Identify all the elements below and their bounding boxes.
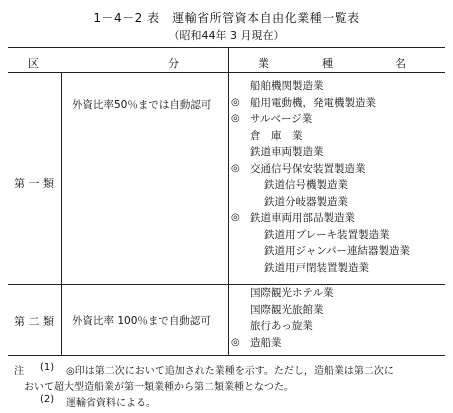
header-bun: 分 [168,57,179,70]
category-description: 外資比率 100％まで自動認可 [72,315,211,327]
industry-item: 鉄道信号機製造業 [264,179,348,191]
note-1-line-1: ◎印は第二次において追加された業種を示す。ただし，造船業は第二次に [66,366,394,377]
category-label: 第 二 類 [14,315,54,328]
header-kubun: 区 [28,57,39,70]
category-description: 外資比率50％までは自動認可 [72,99,212,111]
industry-item: サルベージ業 [250,113,313,125]
industry-item: 鉄道用戸閉装置製造業 [264,261,369,274]
added-mark-icon: ◎ [231,336,240,348]
row-divider [8,284,445,285]
note-1-line-2: おいて超大型造船業が第一類業種から第二類業種となつた。 [24,382,294,393]
note-1-number: (1) [40,362,55,373]
added-mark-icon: ◎ [231,96,240,108]
header-mei: 名 [395,57,406,70]
industry-item: 国際観光ホテル業 [250,287,334,299]
note-2-text: 運輸省資料による。 [66,398,156,409]
industry-item: 交通信号保安装置製造業 [250,162,366,175]
added-mark-icon: ◎ [231,212,240,223]
industry-item: 鉄道車両用部品製造業 [250,212,355,224]
column-divider-1 [61,72,62,355]
industry-item: 鉄道用ブレーキ装置製造業 [264,228,390,241]
header-gyo: 業 [258,57,269,70]
added-mark-icon: ◎ [231,113,240,124]
industry-item: 鉄道用ジャンパー連結器製造業 [264,245,411,257]
industry-item: 船用電動機，発電機製造業 [250,96,376,109]
added-mark-icon: ◎ [231,162,240,174]
header-shu: 種 [322,57,333,70]
industry-item: 倉 庫 業 [250,129,303,142]
table-title: 1－4－2 表 運輸省所管資本自由化業種一覧表 [93,11,360,25]
table-subtitle: （昭和44年 3 月現在） [168,29,285,42]
category-label: 第 一 類 [14,177,54,190]
industry-item: 鉄道車両製造業 [250,146,324,158]
industry-item: 旅行あっ旋業 [250,320,313,332]
header-bottom-border [8,72,445,73]
industry-item: 鉄道分岐器製造業 [264,195,348,208]
table-top-border [8,47,445,48]
table-bottom-border [8,355,445,356]
notes-label: 注 [14,366,24,377]
column-divider-2 [228,47,229,355]
industry-item: 造船業 [250,336,282,349]
industry-item: 国際観光旅館業 [250,303,324,316]
note-2-number: (2) [40,394,55,405]
industry-item: 船舶機関製造業 [250,80,324,92]
